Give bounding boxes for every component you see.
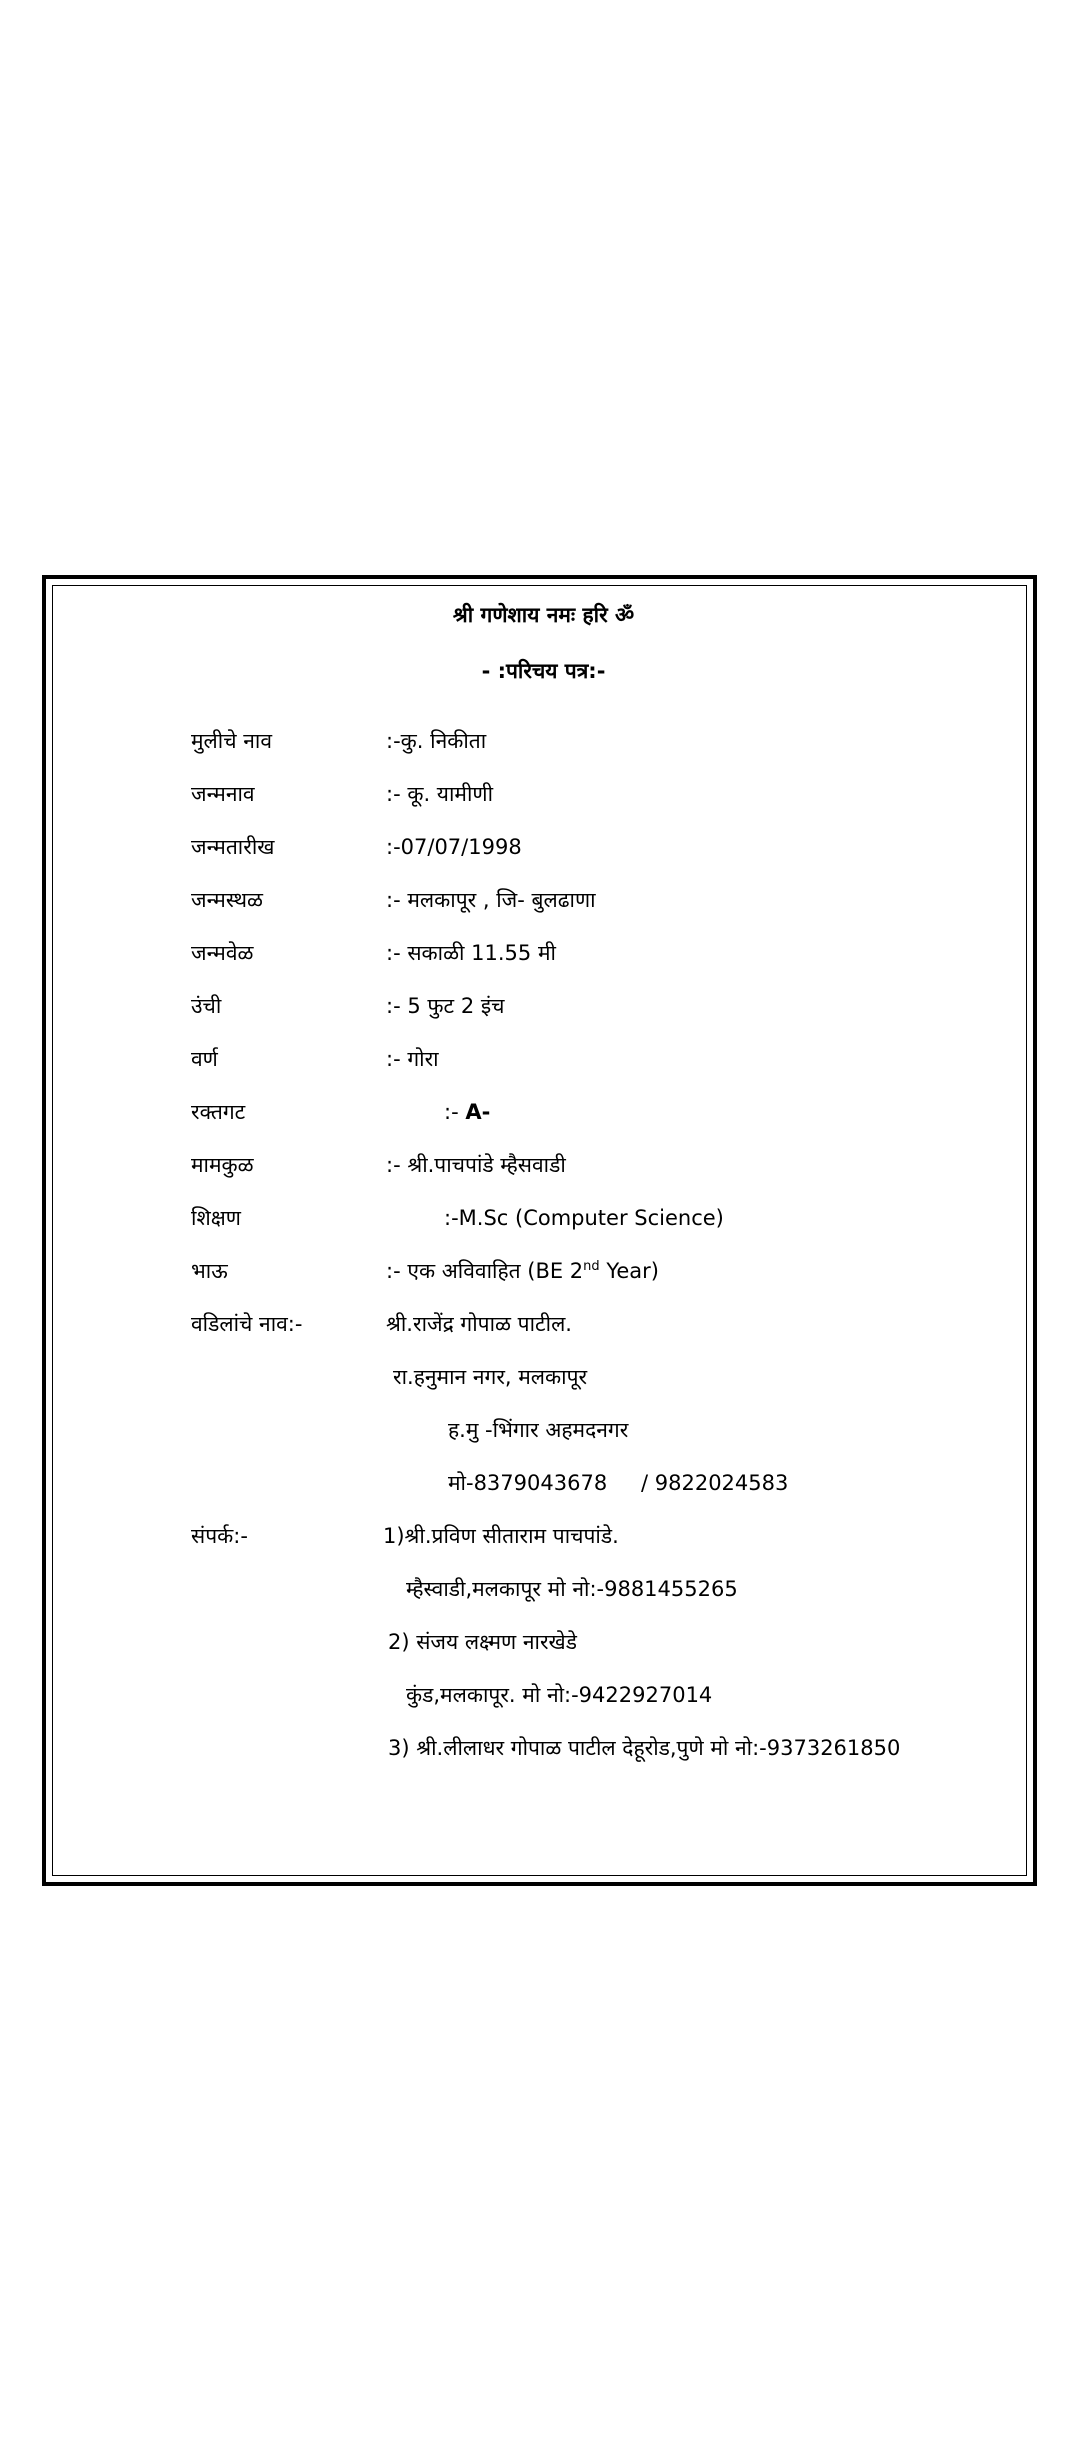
contact-line-3: 2) संजय लक्ष्मण नारखेडे <box>388 1630 577 1654</box>
field-label-name: मुलीचे नाव <box>191 729 273 753</box>
field-value-birth-name: :- कू. यामीणी <box>386 782 494 806</box>
field-label-birth-place: जन्मस्थळ <box>191 888 263 912</box>
contact-label: संपर्क:- <box>191 1524 248 1548</box>
field-label-birth-date: जन्मतारीख <box>191 835 275 859</box>
field-value-birth-time: :- सकाळी 11.55 मी <box>386 941 556 965</box>
contact-line-1: 1)श्री.प्रविण सीताराम पाचपांडे. <box>383 1524 619 1548</box>
father-phone-2: / 9822024583 <box>641 1471 789 1495</box>
blood-group-value: A- <box>465 1100 491 1124</box>
field-value-maternal-family: :- श्री.पाचपांडे म्हैसवाडी <box>386 1153 566 1177</box>
brother-ordinal: nd <box>583 1259 600 1274</box>
field-label-maternal-family: मामकुळ <box>191 1153 254 1177</box>
invocation-heading: श्री गणेशाय नमः हरि ॐ <box>452 603 635 627</box>
father-phone-1: मो-8379043678 <box>448 1471 608 1495</box>
contact-line-2: म्हैस्वाडी,मलकापूर मो नो:-9881455265 <box>406 1577 738 1601</box>
biodata-document <box>42 575 1037 1886</box>
page-title: - :परिचय पत्र:- <box>481 659 606 683</box>
father-label: वडिलांचे नाव:- <box>191 1312 303 1336</box>
field-label-brother: भाऊ <box>191 1259 228 1283</box>
brother-year: Year) <box>599 1259 660 1283</box>
field-label-complexion: वर्ण <box>191 1047 218 1071</box>
field-value-blood-group <box>444 1098 490 1126</box>
field-value-education: :-M.Sc (Computer Science) <box>444 1206 724 1230</box>
field-label-blood-group: रक्तगट <box>191 1100 246 1124</box>
field-label-birth-time: जन्मवेळ <box>191 941 254 965</box>
brother-text: :- एक अविवाहित (BE 2 <box>386 1259 584 1283</box>
field-value-birth-place: :- मलकापूर , जि- बुलढाणा <box>386 888 596 912</box>
field-label-birth-name: जन्मनाव <box>191 782 255 806</box>
blood-group-prefix: :- <box>444 1100 466 1124</box>
father-name: श्री.राजेंद्र गोपाळ पाटील. <box>386 1312 572 1336</box>
field-value-height: :- 5 फुट 2 इंच <box>386 994 505 1018</box>
field-value-birth-date: :-07/07/1998 <box>386 835 522 859</box>
father-address-1: रा.हनुमान नगर, मलकापूर <box>393 1365 588 1389</box>
contact-line-5: 3) श्री.लीलाधर गोपाळ पाटील देहूरोड,पुणे मो नो:-9373261850 <box>388 1736 901 1760</box>
contact-line-4: कुंड,मलकापूर. मो नो:-9422927014 <box>406 1683 713 1707</box>
father-address-2: ह.मु -भिंगार अहमदनगर <box>448 1418 629 1442</box>
field-value-complexion: :- गोरा <box>386 1047 439 1071</box>
field-label-education: शिक्षण <box>191 1206 241 1230</box>
field-value-brother <box>386 1257 659 1285</box>
field-value-name: :-कु. निकीता <box>386 729 487 753</box>
field-label-height: उंची <box>191 994 222 1018</box>
